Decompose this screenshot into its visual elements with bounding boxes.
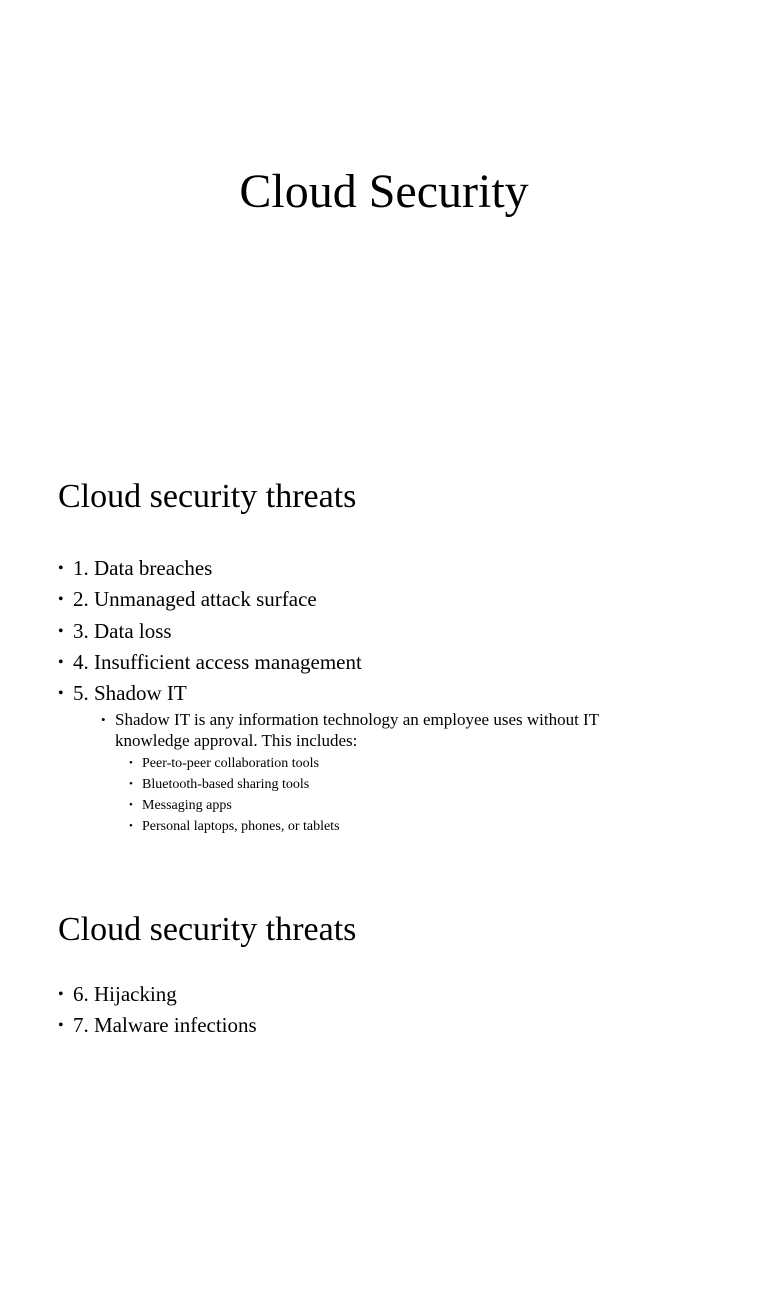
sub-sub-list-item-text: Bluetooth-based sharing tools [142, 777, 310, 793]
page-title: Cloud Security [239, 165, 529, 218]
sub-sub-list-item [129, 816, 675, 837]
slide-heading: Cloud security threats [58, 911, 357, 948]
list-item-text: 4. Insufficient access management [73, 649, 362, 674]
bullet-list [58, 553, 668, 837]
list-item [58, 979, 668, 1010]
sub-sub-list-item-text: Messaging apps [142, 798, 232, 814]
bullet-icon: • [129, 799, 133, 812]
bullet-icon: • [101, 712, 106, 728]
bullet-list [58, 979, 668, 1042]
threats-slide-1 [0, 433, 768, 866]
sub-list-item [101, 710, 675, 837]
bullet-icon: • [58, 653, 64, 671]
sub-sub-list-item [129, 774, 675, 795]
list-item [58, 647, 668, 678]
sub-sub-list-item-text: Personal laptops, phones, or tablets [142, 819, 340, 835]
threats-slide-2 [0, 866, 768, 1299]
list-item-text: 6. Hijacking [73, 982, 177, 1006]
list-item [58, 616, 668, 647]
bullet-icon: • [58, 986, 64, 1003]
bullet-icon: • [58, 560, 64, 577]
bullet-icon: • [129, 778, 133, 791]
list-item [58, 1010, 668, 1041]
bullet-icon: • [58, 622, 64, 640]
sub-sub-list-item [129, 753, 675, 774]
bullet-icon: • [58, 685, 64, 703]
sub-sub-bullet-list [115, 753, 675, 837]
slide-heading: Cloud security threats [58, 478, 357, 515]
list-item-text: 2. Unmanaged attack surface [73, 587, 317, 612]
list-item [58, 584, 668, 615]
list-item [58, 553, 668, 584]
list-item-text: 3. Data loss [73, 618, 172, 643]
sub-bullet-list [73, 710, 668, 837]
bullet-icon: • [58, 1017, 64, 1035]
list-item-text: 1. Data breaches [73, 556, 213, 580]
list-item-text: 7. Malware infections [73, 1013, 257, 1038]
bullet-icon: • [129, 820, 133, 833]
list-item-text: 5. Shadow IT [73, 681, 187, 706]
sub-sub-list-item-text: Peer-to-peer collaboration tools [142, 756, 319, 772]
sub-list-item-text: Shadow IT is any information technology an employee uses without IT knowledge approval. This includes: [115, 710, 599, 750]
bullet-icon: • [58, 591, 64, 609]
list-item [58, 678, 668, 837]
bullet-icon: • [129, 757, 133, 770]
title-slide [0, 0, 768, 433]
sub-sub-list-item [129, 795, 675, 816]
